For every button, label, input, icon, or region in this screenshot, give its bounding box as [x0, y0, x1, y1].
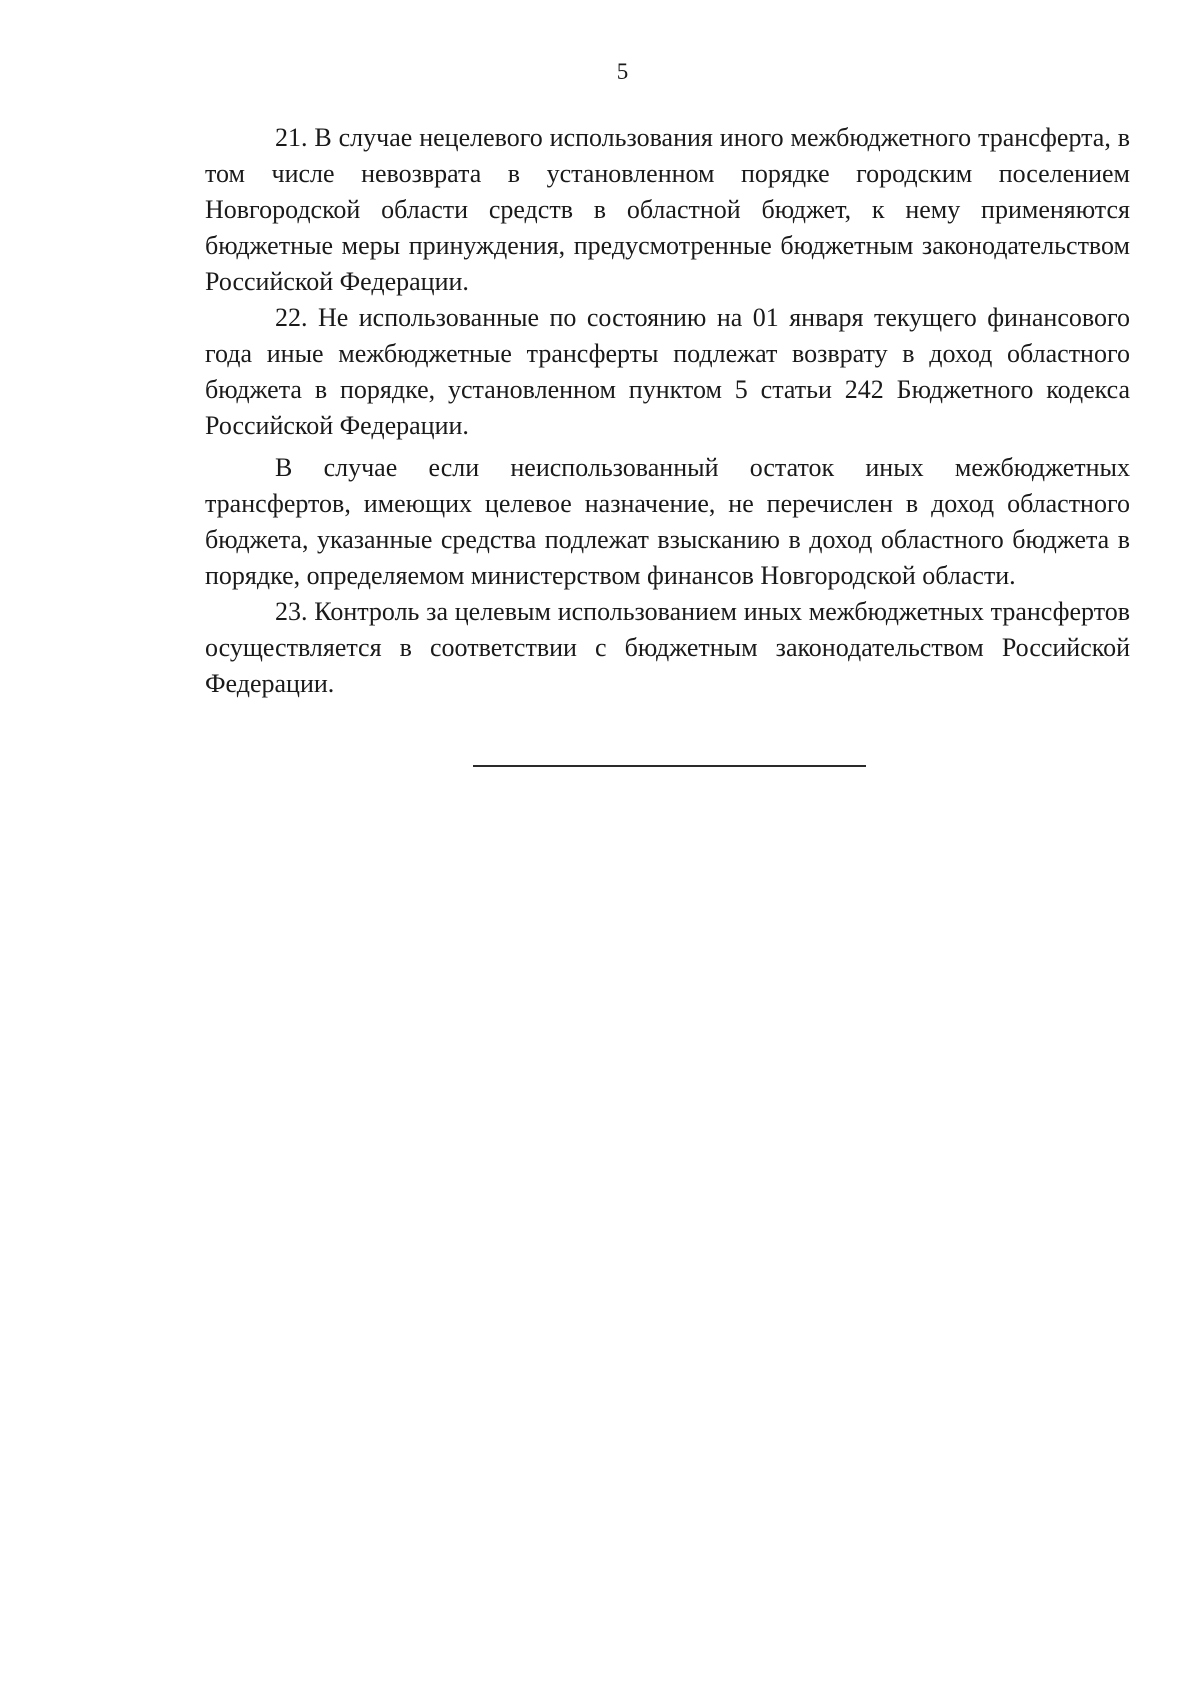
- paragraph-22-continuation: В случае если неиспользованный остаток иных межбюджетных трансфертов, имеющих целевое назначение, не перечислен в доход областного бюджета, указанные средства подлежат взысканию в доход областного бюджета в порядке, определяемом министерством финансов Новгородской области.: [205, 453, 1130, 590]
- paragraph-22: 22. Не использованные по состоянию на 01 января текущего финансового года иные межбюджетные трансферты подлежат возврату в доход областного бюджета в порядке, установленном пунктом 5 статьи 242 Бюджетного кодекса Российской Федерации.: [205, 303, 1130, 440]
- page-number: 5: [616, 59, 629, 84]
- paragraph-21: 21. В случае нецелевого использования иного межбюджетного трансферта, в том числе невозврата в установленном порядке городским поселением Новгородской области средств в областной бюджет, к нему применяются бюджетные меры принуждения, предусмотренные бюджетным законодательством Российской Федерации.: [205, 123, 1130, 296]
- closing-divider-line: [473, 765, 866, 767]
- document-body: [205, 120, 1130, 702]
- paragraph-23: 23. Контроль за целевым использованием иных межбюджетных трансфертов осуществляется в соответствии с бюджетным законодательством Российской Федерации.: [205, 597, 1130, 698]
